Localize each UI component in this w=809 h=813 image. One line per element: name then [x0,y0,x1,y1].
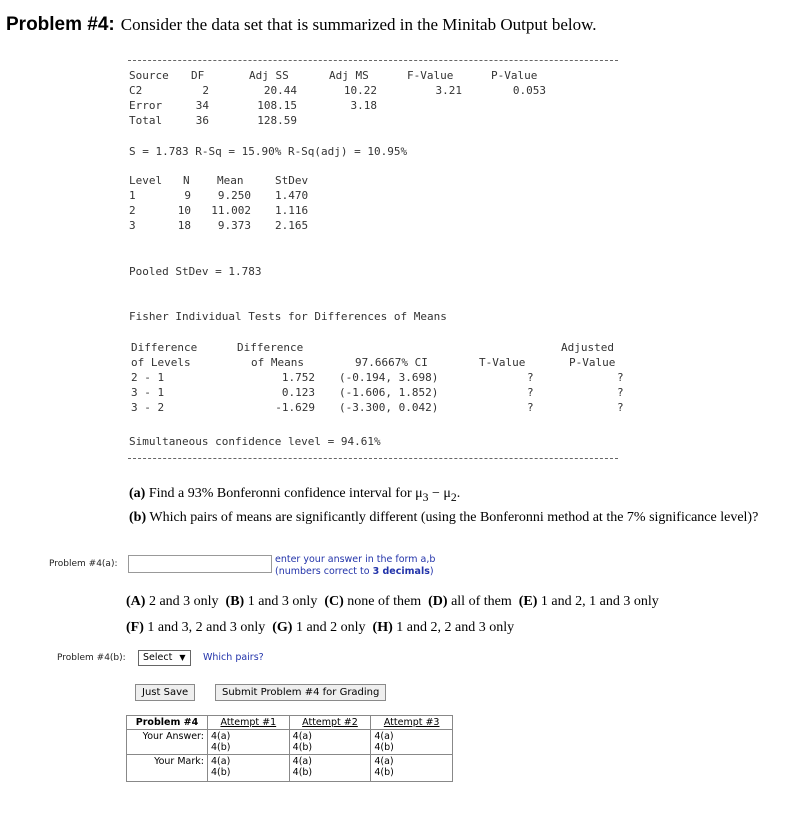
fisher-header: of Levels [131,356,191,369]
attempt-2-header [289,716,371,730]
means-cell: 2.165 [275,219,309,232]
fisher-header: Difference [237,341,304,354]
fisher-table [129,340,629,420]
attempt-3-header [371,716,453,730]
fisher-header: 97.6667% CI [355,356,428,369]
question-a-text: Find a 93% Bonferonni confidence interval for μ [148,486,423,501]
answer-b-label: Problem #4(b): [57,653,126,663]
choice-f: (F) 1 and 3, 2 and 3 only [126,620,266,635]
means-cell: 11.002 [211,204,251,217]
answer-a-input[interactable] [128,555,272,573]
fisher-cell: -1.629 [275,401,315,414]
fisher-header: T-Value [479,356,526,369]
fisher-cell: ? [527,371,534,384]
means-cell: 2 [129,204,136,217]
means-cell: 1.116 [275,204,309,217]
fisher-cell: (-0.194, 3.698) [339,371,439,384]
fisher-header: of Means [251,356,304,369]
anova-cell: 34 [195,99,209,112]
mu-subscript: 2 [450,490,457,504]
minus-mu: − μ [428,486,451,501]
means-header-mean: Mean [217,174,244,187]
attempt-cell: 4(a) 4(b) [289,730,371,755]
choice-h: (H) 1 and 2, 2 and 3 only [372,620,515,635]
fisher-cell: 2 - 1 [131,371,165,384]
decimals-emphasis: 3 decimals [372,566,430,577]
fisher-cell: 3 - 2 [131,401,165,414]
anova-cell: 108.15 [257,99,297,112]
fisher-cell: 1.752 [281,371,315,384]
question-a-label: (a) [129,486,146,501]
just-save-button[interactable]: Just Save [135,684,195,701]
anova-cell: 3.18 [350,99,377,112]
fisher-header: Adjusted [561,341,614,354]
fisher-cell: (-3.300, 0.042) [339,401,439,414]
problem-header [6,14,597,36]
simultaneous-confidence: Simultaneous confidence level = 94.61% [129,435,381,448]
attempt-1-header [208,716,290,730]
means-header-n: N [183,174,190,187]
attempt-cell: 4(a) 4(b) [371,730,453,755]
select-value: Select [143,652,173,663]
answer-a-hint-line2: (numbers correct to 3 decimals) [275,566,434,577]
attempt-2-link[interactable]: Attempt #2 [302,717,358,728]
answer-b-select[interactable] [138,650,191,666]
anova-cell: 36 [195,114,209,127]
choice-e: (E) 1 and 2, 1 and 3 only [518,594,659,609]
pooled-stdev: Pooled StDev = 1.783 [129,265,262,278]
attempt-1-link[interactable]: Attempt #1 [220,717,277,728]
fisher-cell: ? [527,386,534,399]
anova-header-pvalue: P-Value [491,69,538,82]
problem-intro: Consider the data set that is summarized in the Minitab Output below. [120,15,597,34]
attempt-3-link[interactable]: Attempt #3 [383,717,440,728]
fisher-cell: ? [617,401,624,414]
your-mark-label: Your Mark: [127,755,208,782]
anova-cell: 128.59 [257,114,297,127]
fisher-header: P-Value [569,356,616,369]
means-cell: 9 [184,189,191,202]
submit-grading-button[interactable]: Submit Problem #4 for Grading [215,684,386,701]
model-summary: S = 1.783 R-Sq = 15.90% R-Sq(adj) = 10.95% [129,145,408,158]
mark-cell: 4(a) 4(b) [208,755,290,782]
anova-header-adjss: Adj SS [249,69,289,82]
mu-subscript: 3 [422,490,429,504]
your-mark-row [127,755,453,782]
answer-a-label: Problem #4(a): [49,559,118,569]
means-header-stdev: StDev [275,174,309,187]
means-cell: 1 [129,189,136,202]
answer-a-hint-line1: enter your answer in the form a,b [275,554,436,565]
your-answer-row [127,730,453,755]
mark-cell: 4(a) 4(b) [289,755,371,782]
fisher-cell: ? [617,371,624,384]
choice-g: (G) 1 and 2 only [272,620,366,635]
means-cell: 9.250 [217,189,251,202]
question-a-end: . [456,486,461,501]
output-bottom-divider [128,458,618,459]
attempt-cell: 4(a) 4(b) [208,730,290,755]
means-cell: 3 [129,219,136,232]
attempts-corner: Problem #4 [127,716,208,730]
answer-b-hint: Which pairs? [203,652,264,663]
fisher-cell: (-1.606, 1.852) [339,386,439,399]
question-b-label: (b) [129,510,147,525]
means-table [129,173,429,235]
fisher-cell: 3 - 1 [131,386,165,399]
fisher-header: Difference [131,341,198,354]
question-b-text: Which pairs of means are significantly different (using the Bonferonni method at the 7% significance level)? [149,510,759,525]
question-b [129,510,758,526]
choice-a: (A) 2 and 3 only [126,594,219,609]
choice-b: (B) 1 and 3 only [225,594,318,609]
means-cell: 10 [177,204,191,217]
choices-row-2 [126,620,514,636]
chevron-down-icon: ▼ [179,653,186,662]
mark-cell: 4(a) 4(b) [371,755,453,782]
anova-cell: Total [129,114,163,127]
anova-cell: C2 [129,84,143,97]
your-answer-label: Your Answer: [127,730,208,755]
fisher-cell: ? [617,386,624,399]
anova-cell: 0.053 [512,84,546,97]
choices-row-1 [126,594,659,610]
anova-table [129,68,609,138]
output-top-divider [128,60,618,61]
fisher-cell: ? [527,401,534,414]
anova-header-source: Source [129,69,169,82]
means-cell: 18 [177,219,191,232]
fisher-cell: 0.123 [281,386,315,399]
anova-header-adjms: Adj MS [329,69,369,82]
means-header-level: Level [129,174,163,187]
anova-cell: 10.22 [343,84,377,97]
anova-cell: 2 [202,84,209,97]
means-cell: 9.373 [217,219,251,232]
choice-d: (D) all of them [428,594,512,609]
anova-header-fvalue: F-Value [407,69,454,82]
answer-a-hint [275,554,435,578]
anova-header-df: DF [191,69,205,82]
means-cell: 1.470 [275,189,309,202]
anova-cell: 20.44 [263,84,297,97]
fisher-title: Fisher Individual Tests for Differences of Means [129,310,447,323]
anova-cell: Error [129,99,163,112]
attempts-header-row [127,716,453,730]
question-a [129,486,460,504]
anova-cell: 3.21 [435,84,462,97]
attempts-table [126,715,453,782]
choice-c: (C) none of them [324,594,422,609]
problem-number: Problem #4: [6,14,115,35]
